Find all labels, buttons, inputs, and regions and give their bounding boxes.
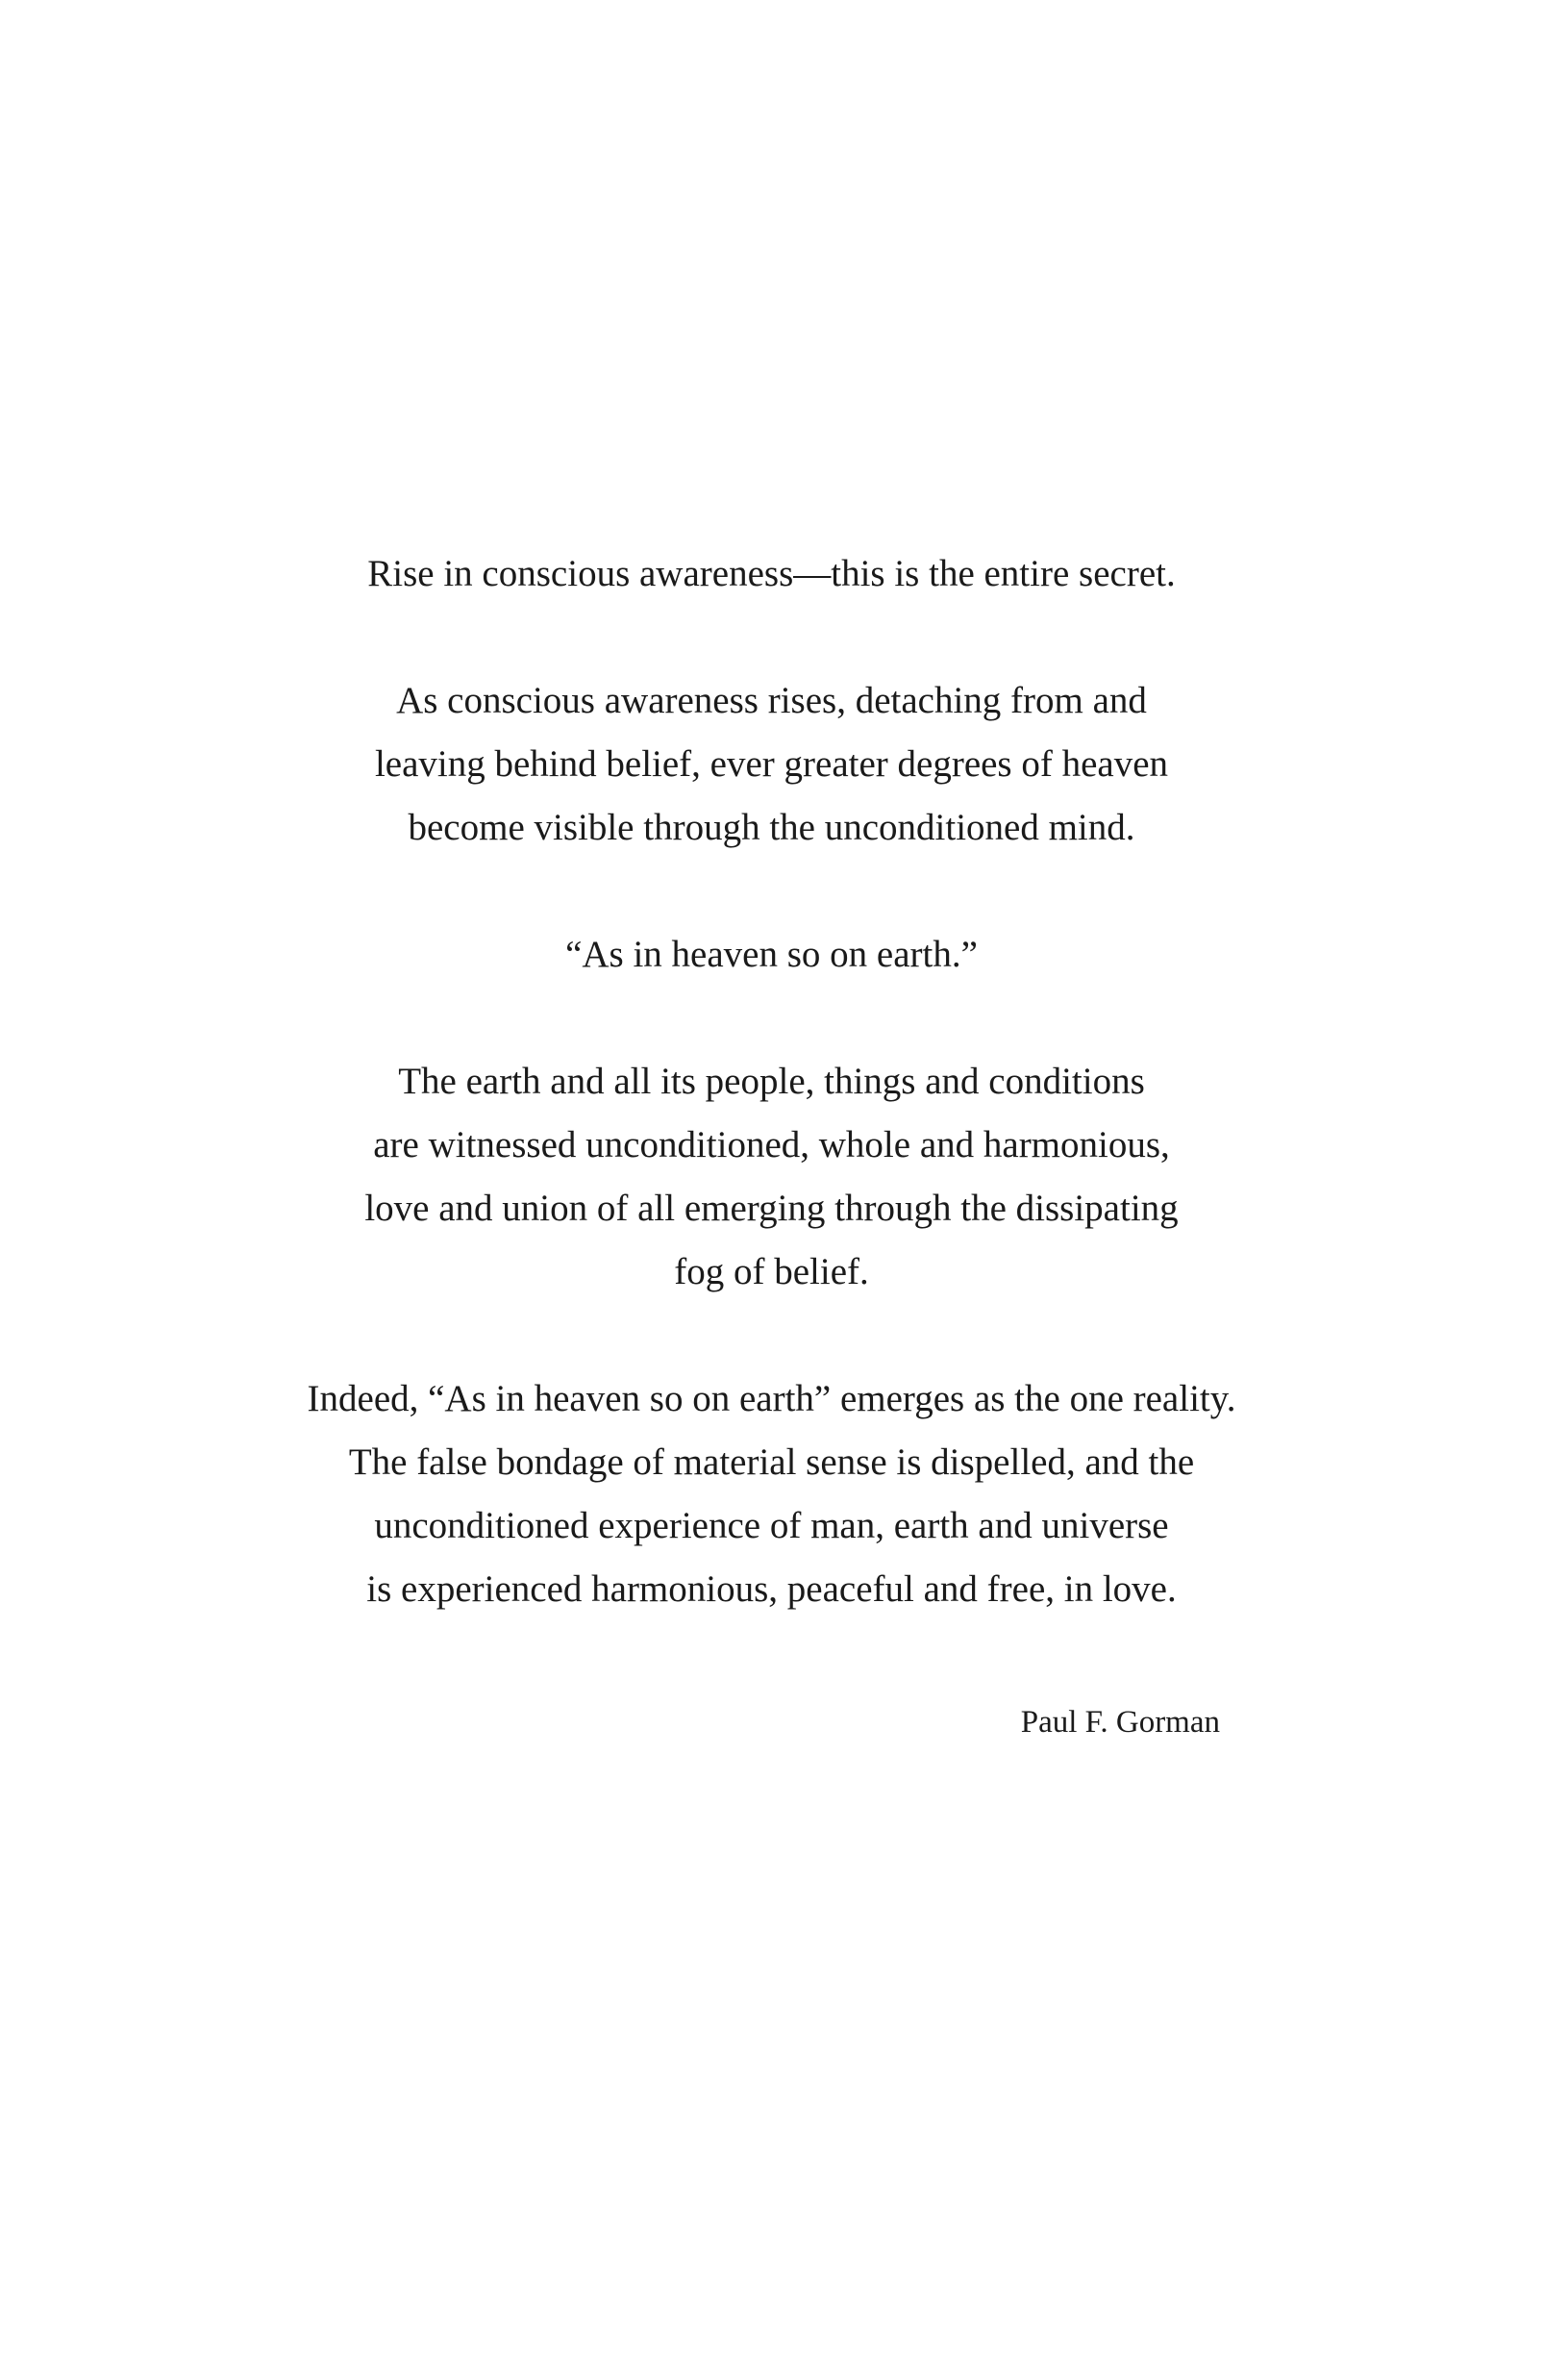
- poem-line: is experienced harmonious, peaceful and free, in love.: [366, 1568, 1177, 1610]
- stanza-5: [0, 1367, 1543, 1621]
- stanza-3: [0, 923, 1543, 987]
- poem-line: love and union of all emerging through the dissipating: [364, 1188, 1179, 1229]
- author-signature: Paul F. Gorman: [1020, 1705, 1220, 1740]
- stanza-4: [0, 1050, 1543, 1304]
- poem-line: become visible through the unconditioned mind.: [408, 807, 1135, 848]
- stanza-2: [0, 669, 1543, 860]
- poem-line: unconditioned experience of man, earth and universe: [374, 1505, 1169, 1546]
- stanza-1: [0, 542, 1543, 606]
- poem-line: Indeed, “As in heaven so on earth” emerges as the one reality.: [307, 1378, 1236, 1419]
- poem-line: Rise in conscious awareness—this is the entire secret.: [367, 553, 1176, 594]
- poem-line: fog of belief.: [674, 1251, 869, 1292]
- poem-line: The false bondage of material sense is dispelled, and the: [348, 1441, 1195, 1483]
- poem-line: “As in heaven so on earth.”: [565, 934, 978, 975]
- poem-line: leaving behind belief, ever greater degrees of heaven: [374, 743, 1169, 785]
- poem-line: As conscious awareness rises, detaching from and: [396, 680, 1147, 721]
- poem-line: are witnessed unconditioned, whole and harmonious,: [373, 1124, 1170, 1165]
- poem-line: The earth and all its people, things and conditions: [398, 1061, 1145, 1102]
- poem-text: [0, 542, 1543, 1685]
